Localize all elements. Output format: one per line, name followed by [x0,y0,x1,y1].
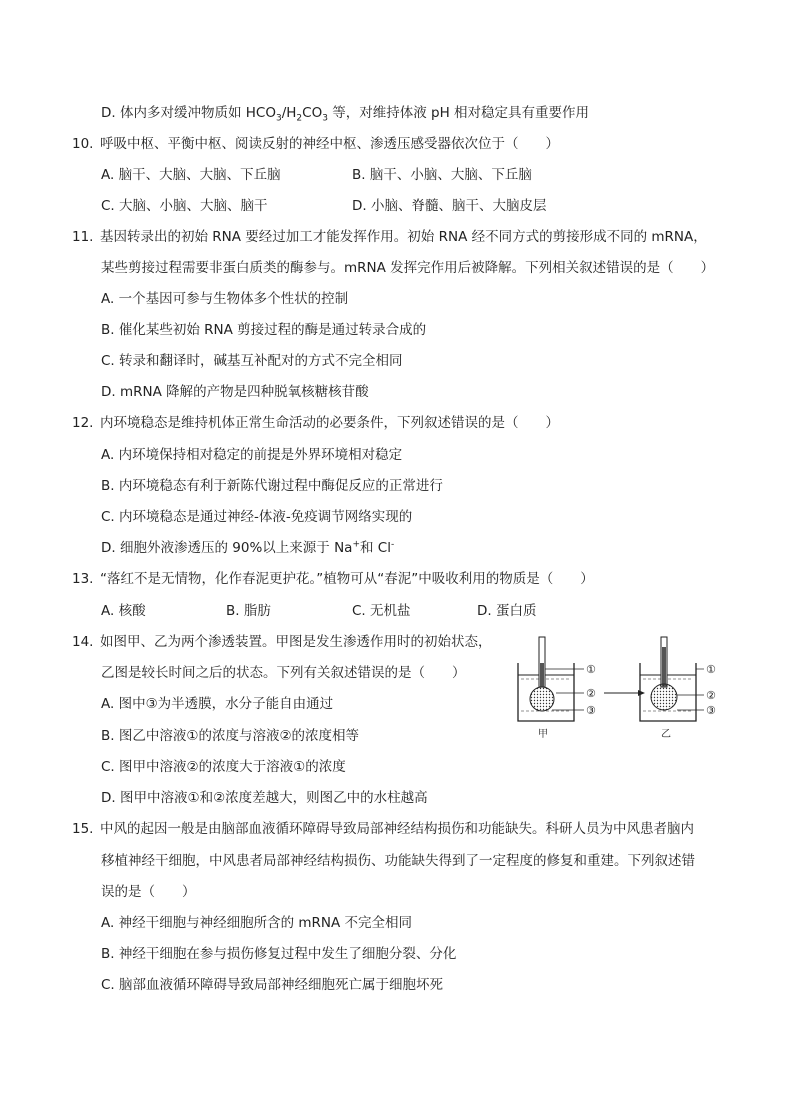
question-14 [72,633,492,651]
q14-option-b: B. 图乙中溶液①的浓度与溶液②的浓度相等 [101,728,360,744]
question-stem: 呼吸中枢、平衡中枢、阅读反射的神经中枢、渗透压感受器依次位于（ ） [100,136,559,152]
q10-option-b: B. 脑干、小脑、大脑、下丘脑 [352,167,532,183]
q10-option-a: A. 脑干、大脑、大脑、下丘脑 [101,167,281,183]
q11-option-d: D. mRNA 降解的产物是四种脱氧核糖核苷酸 [101,384,369,400]
question-13 [72,570,594,588]
question-number: 15. [72,821,94,837]
caption-yi: 乙 [661,729,671,740]
question-stem: 内环境稳态是维持机体正常生命活动的必要条件，下列叙述错误的是（ ） [100,415,559,431]
q11-option-a: A. 一个基因可参与生物体多个性状的控制 [101,291,349,307]
q14-option-d: D. 图甲中溶液①和②浓度差越大，则图乙中的水柱越高 [101,790,428,806]
q13-option-d: D. 蛋白质 [477,603,537,619]
question-11 [72,228,707,246]
q11-option-b: B. 催化某些初始 RNA 剪接过程的酶是通过转录合成的 [101,322,427,338]
question-number: 13. [72,571,94,587]
q13-option-a: A. 核酸 [101,603,146,619]
question-12 [72,414,559,432]
question-stem: “落红不是无情物，化作春泥更护花。”植物可从“春泥”中吸收利用的物质是（ ） [100,571,594,587]
q13-option-b: B. 脂肪 [226,603,271,619]
question-15 [72,820,694,838]
osmosis-apparatus-figure [512,633,724,745]
q14-stem-line2: 乙图是较长时间之后的状态。下列有关叙述错误的是（ ） [101,665,466,681]
q12-option-b: B. 内环境稳态有利于新陈代谢过程中酶促反应的正常进行 [101,478,443,494]
label-3-yi: ③ [706,704,716,717]
beaker-jia [518,637,574,721]
label-2-jia: ② [586,687,596,700]
arrow-icon [604,690,645,696]
q9-option-d: D. 体内多对缓冲物质如 $HCO_3/H_2CO_3$ 等，对维持体液 pH 相对稳定具有重要作用 [101,105,590,124]
q14-option-c: C. 图甲中溶液②的浓度大于溶液①的浓度 [101,759,346,775]
q15-option-a: A. 神经干细胞与神经细胞所含的 mRNA 不完全相同 [101,915,413,931]
question-number: 12. [72,415,94,431]
q10-option-c: C. 大脑、小脑、大脑、脑干 [101,198,268,214]
q12-option-a: A. 内环境保持相对稳定的前提是外界环境相对稳定 [101,447,403,463]
q10-option-d: D. 小脑、脊髓、脑干、大脑皮层 [352,198,547,214]
q12-option-c: C. 内环境稳态是通过神经-体液-免疫调节网络实现的 [101,509,413,525]
question-number: 11. [72,229,94,245]
osmosis-diagram [512,633,724,745]
question-stem: 如图甲、乙为两个渗透装置。甲图是发生渗透作用时的初始状态， [100,634,492,650]
q15-option-c: C. 脑部血液循环障碍导致局部神经细胞死亡属于细胞坏死 [101,977,444,993]
q11-option-c: C. 转录和翻译时，碱基互补配对的方式不完全相同 [101,353,403,369]
question-10 [72,135,559,153]
label-3-jia: ③ [586,704,596,717]
question-stem: 基因转录出的初始 RNA 要经过加工才能发挥作用。初始 RNA 经不同方式的剪接形成不同的 mRNA， [100,229,707,245]
q12-option-d: D. 细胞外液渗透压的 90%以上来源于 Na+和 Cl- [101,539,395,556]
question-number: 10. [72,136,94,152]
label-2-yi: ② [706,689,716,702]
q14-option-a: A. 图中③为半透膜，水分子能自由通过 [101,696,334,712]
label-1-jia: ① [586,663,596,676]
q15-stem-line3: 误的是（ ） [101,884,196,900]
question-stem: 中风的起因一般是由脑部血液循环障碍导致局部神经结构损伤和功能缺失。科研人员为中风患者脑内 [100,821,694,837]
q15-option-b: B. 神经干细胞在参与损伤修复过程中发生了细胞分裂、分化 [101,946,457,962]
question-number: 14. [72,634,94,650]
beaker-yi [640,637,696,721]
q13-option-c: C. 无机盐 [352,603,411,619]
q15-stem-line2: 移植神经干细胞，中风患者局部神经结构损伤、功能缺失得到了一定程度的修复和重建。下列叙述错 [101,853,695,869]
q11-stem-line2: 某些剪接过程需要非蛋白质类的酶参与。mRNA 发挥完作用后被降解。下列相关叙述错误的是（ ） [101,260,715,276]
label-1-yi: ① [706,663,716,676]
caption-jia: 甲 [538,729,548,740]
